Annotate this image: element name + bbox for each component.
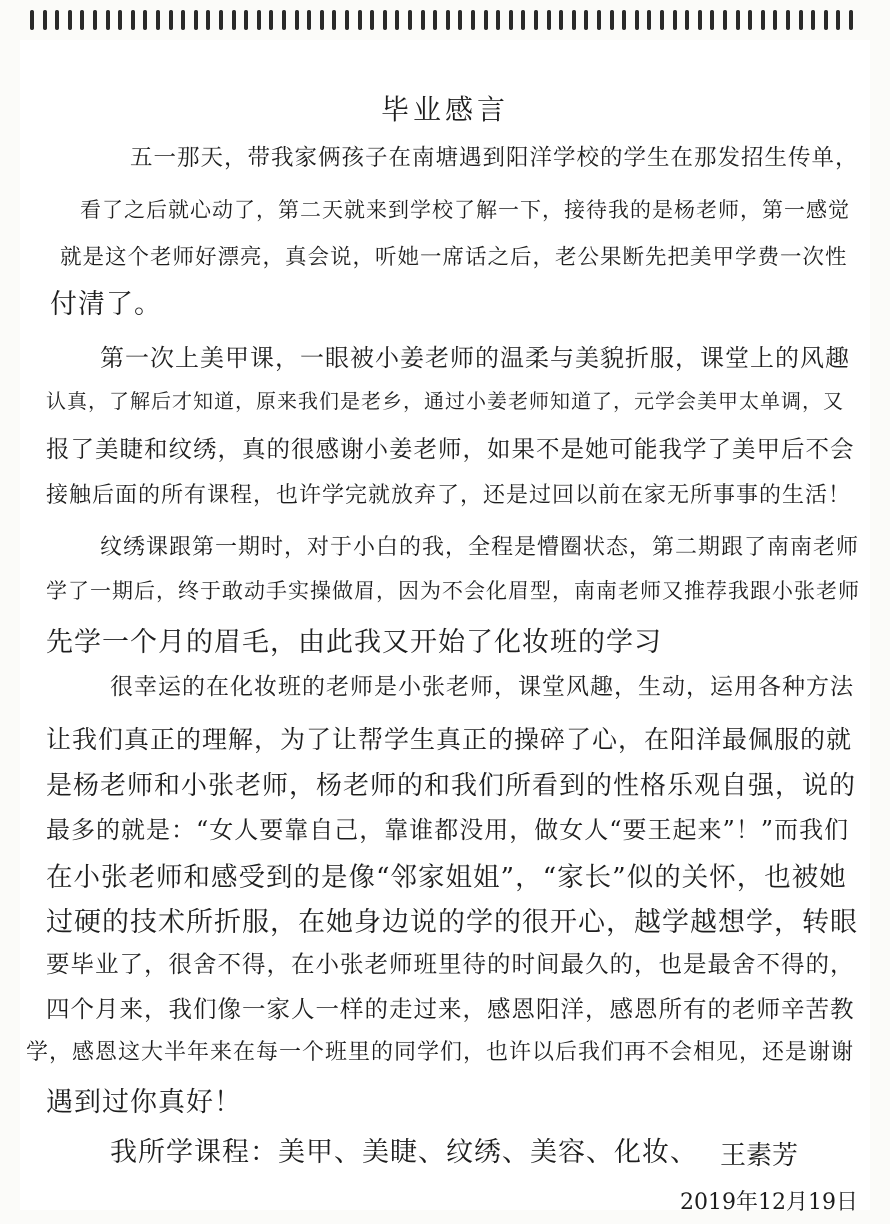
- spiral-hole: [572, 10, 576, 30]
- spiral-hole: [358, 10, 362, 30]
- spiral-binding: [0, 0, 890, 40]
- spiral-hole: [547, 10, 551, 30]
- spiral-hole: [736, 10, 740, 30]
- letter-line: 四个月来，我们像一家人一样的走过来，感恩阳洋，感恩所有的老师辛苦教: [46, 995, 855, 1023]
- spiral-hole: [521, 10, 525, 30]
- spiral-hole: [421, 10, 425, 30]
- spiral-hole: [761, 10, 765, 30]
- spiral-hole: [610, 10, 614, 30]
- spiral-hole: [156, 10, 160, 30]
- spiral-hole: [534, 10, 538, 30]
- spiral-hole: [345, 10, 349, 30]
- spiral-hole: [43, 10, 47, 30]
- spiral-hole: [295, 10, 299, 30]
- spiral-hole: [118, 10, 122, 30]
- spiral-hole: [169, 10, 173, 30]
- spiral-hole: [219, 10, 223, 30]
- spiral-hole: [55, 10, 59, 30]
- letter-date: 2019年12月19日: [680, 1190, 858, 1215]
- spiral-hole: [395, 10, 399, 30]
- letter-line: 很幸运的在化妆班的老师是小张老师，课堂风趣，生动，运用各种方法: [110, 674, 854, 700]
- spiral-hole: [257, 10, 261, 30]
- letter-line: 付清了。: [50, 289, 162, 320]
- letter-line: 遇到过你真好！: [46, 1087, 242, 1118]
- spiral-hole: [647, 10, 651, 30]
- letter-line: 学了一期后，终于敢动手实操做眉，因为不会化眉型，南南老师又推荐我跟小张老师: [46, 579, 860, 603]
- letter-line: 在小张老师和感受到的是像“邻家姐姐”，“家长”似的关怀，也被她: [46, 862, 847, 893]
- spiral-hole: [143, 10, 147, 30]
- spiral-hole: [383, 10, 387, 30]
- letter-line: 是杨老师和小张老师，杨老师的和我们所看到的性格乐观自强，说的: [46, 771, 857, 801]
- spiral-hole: [559, 10, 563, 30]
- spiral-hole: [660, 10, 664, 30]
- spiral-hole: [433, 10, 437, 30]
- spiral-hole: [824, 10, 828, 30]
- spiral-hole: [446, 10, 450, 30]
- spiral-hole: [269, 10, 273, 30]
- spiral-hole: [496, 10, 500, 30]
- spiral-hole: [509, 10, 513, 30]
- spiral-hole: [584, 10, 588, 30]
- spiral-hole: [484, 10, 488, 30]
- spiral-hole: [698, 10, 702, 30]
- spiral-hole: [408, 10, 412, 30]
- spiral-hole: [332, 10, 336, 30]
- letter-line: 接触后面的所有课程，也许学完就放弃了，还是过回以前在家无所事事的生活！: [46, 483, 852, 508]
- spiral-hole: [458, 10, 462, 30]
- letter-line: 第一次上美甲课，一眼被小姜老师的温柔与美貌折服，课堂上的风趣: [100, 344, 850, 372]
- handwritten-letter: [20, 40, 870, 1215]
- spiral-hole: [232, 10, 236, 30]
- spiral-hole: [370, 10, 374, 30]
- letter-title: 毕业感言: [380, 93, 509, 126]
- letter-line: 学，感恩这大半年来在每一个班里的同学们，也许以后我们再不会相见，还是谢谢: [26, 1040, 855, 1065]
- letter-line: 认真，了解后才知道，原来我们是老乡，通过小姜老师知道了，元学会美甲太单调，又: [46, 389, 844, 413]
- spiral-hole: [811, 10, 815, 30]
- spiral-hole: [244, 10, 248, 30]
- notebook-page: [20, 40, 870, 1215]
- spiral-hole: [849, 10, 853, 30]
- spiral-hole: [282, 10, 286, 30]
- spiral-hole: [723, 10, 727, 30]
- signature: 王素芳: [720, 1141, 799, 1171]
- spiral-hole: [710, 10, 714, 30]
- spiral-hole: [181, 10, 185, 30]
- letter-line: 要毕业了，很舍不得，在小张老师班里待的时间最久的，也是最舍不得的，: [46, 950, 855, 978]
- letter-line: 纹绣课跟第一期时，对于小白的我，全程是懵圈状态，第二期跟了南南老师: [100, 535, 860, 560]
- letter-line: 就是这个老师好漂亮，真会说，听她一席话之后，老公果断先把美甲学费一次性: [60, 245, 848, 270]
- spiral-hole: [597, 10, 601, 30]
- letter-line: 过硬的技术所折服，在她身边说的学的很开心，越学越想学，转眼: [46, 907, 858, 938]
- spiral-hole: [320, 10, 324, 30]
- letter-line: 先学一个月的眉毛，由此我又开始了化妆班的学习: [46, 627, 662, 658]
- spiral-hole: [206, 10, 210, 30]
- spiral-hole: [307, 10, 311, 30]
- spiral-hole: [194, 10, 198, 30]
- letter-line: 让我们真正的理解，为了让帮学生真正的操碎了心，在阳洋最佩服的就: [46, 725, 853, 754]
- spiral-hole: [685, 10, 689, 30]
- spiral-hole: [773, 10, 777, 30]
- spiral-hole: [93, 10, 97, 30]
- spiral-hole: [799, 10, 803, 30]
- spiral-hole: [836, 10, 840, 30]
- spiral-hole: [622, 10, 626, 30]
- spiral-hole: [673, 10, 677, 30]
- letter-line: 看了之后就心动了，第二天就来到学校了解一下，接待我的是杨老师，第一感觉: [80, 198, 850, 222]
- spiral-hole: [80, 10, 84, 30]
- spiral-hole: [635, 10, 639, 30]
- courses-line: 我所学课程：美甲、美睫、纹绣、美容、化妆、: [110, 1137, 698, 1168]
- spiral-hole: [30, 10, 34, 30]
- letter-line: 报了美睫和纹绣，真的很感谢小姜老师，如果不是她可能我学了美甲后不会: [46, 435, 855, 463]
- spiral-hole: [68, 10, 72, 30]
- letter-line: 五一那天，带我家俩孩子在南塘遇到阳洋学校的学生在那发招生传单，: [130, 145, 859, 171]
- spiral-hole: [106, 10, 110, 30]
- spiral-hole: [471, 10, 475, 30]
- spiral-hole: [748, 10, 752, 30]
- spiral-hole: [131, 10, 135, 30]
- spiral-hole: [786, 10, 790, 30]
- letter-line: 最多的就是：“女人要靠自己，靠谁都没用，做女人“要王起来”！”而我们: [46, 816, 850, 844]
